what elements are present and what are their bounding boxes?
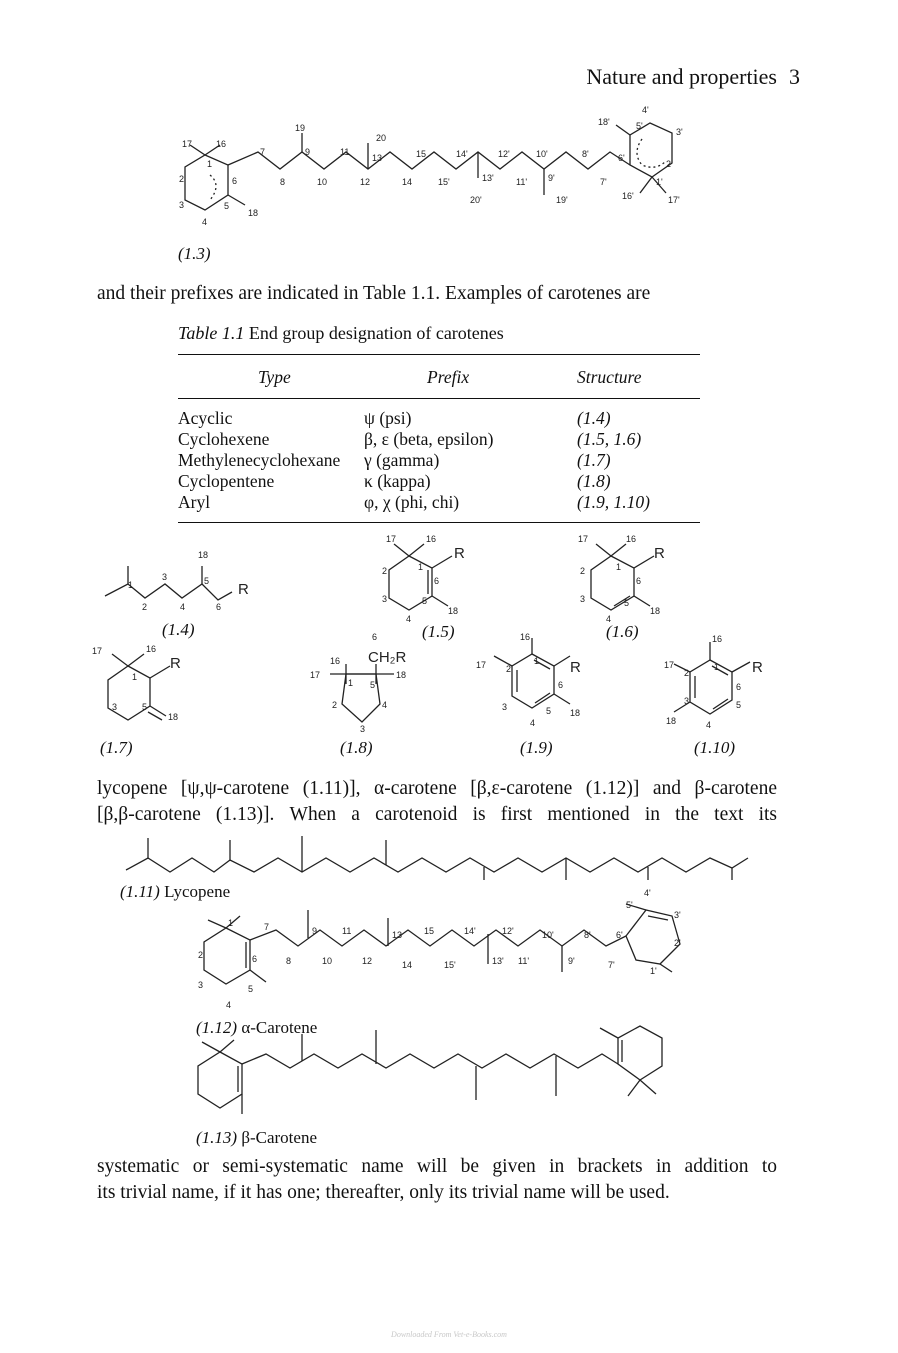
atom-label: 4 <box>202 217 208 227</box>
atom-label: 14' <box>456 149 468 159</box>
atom-label: 4 <box>382 700 388 710</box>
structure-1-6-diagram <box>566 534 686 624</box>
structure-1-7-diagram <box>90 644 200 734</box>
table-cell: Aryl <box>178 492 211 512</box>
table-column-structure <box>577 408 650 513</box>
atom-label: 6 <box>558 680 564 690</box>
paragraph-2-line-1: lycopene [ψ,ψ-carotene (1.11)], α-carotene [β,ε-carotene (1.12)] and β-carotene <box>97 778 777 799</box>
atom-label: 12' <box>502 926 514 936</box>
atom-label: 10' <box>536 149 548 159</box>
polyene-chain <box>242 1054 618 1068</box>
atom-label: 7' <box>608 960 615 970</box>
table-cell: Cyclopentene <box>178 471 275 491</box>
atom-label: 18 <box>168 712 179 722</box>
atom-label: 18 <box>396 670 407 680</box>
atom-label: 5 <box>142 702 148 712</box>
page-number: 3 <box>789 64 800 89</box>
epsilon-ring <box>626 910 680 964</box>
table-cell: (1.4) <box>577 408 611 428</box>
table-cell: φ, χ (phi, chi) <box>364 492 460 512</box>
atom-label: 2 <box>684 668 690 678</box>
atom-label: 8 <box>286 956 292 966</box>
r-label: R <box>570 659 581 676</box>
atom-label: 18 <box>248 208 259 218</box>
right-ring-dashed <box>637 139 666 167</box>
methyl-17 <box>394 544 409 556</box>
atom-label: 5' <box>626 900 633 910</box>
atom-label: 9 <box>312 926 318 936</box>
ch2r-label: CH₂R <box>368 649 407 666</box>
polyene-chain <box>250 930 626 946</box>
methyl-17 <box>190 145 205 155</box>
r-bond <box>150 666 170 678</box>
left-ring-dashed <box>210 175 216 200</box>
table-cell: Methylenecyclohexane <box>178 450 341 470</box>
paragraph-3-line-1: systematic or semi-systematic name will be given in brackets in addition to <box>97 1156 777 1177</box>
atom-label: 12 <box>362 956 373 966</box>
running-head-title: Nature and properties <box>586 64 777 89</box>
atom-label: 6 <box>636 576 642 586</box>
atom-label: 2 <box>179 174 185 184</box>
atom-label: 18' <box>598 117 610 127</box>
lycopene-label: (1.11) Lycopene <box>120 882 231 901</box>
atom-label: 2 <box>142 602 148 612</box>
atom-label: 5 <box>248 984 254 994</box>
r-bond <box>634 556 654 568</box>
atom-label: 2 <box>332 700 338 710</box>
atom-label: 4 <box>530 718 536 728</box>
atom-label: 4 <box>706 720 712 730</box>
atom-label: 17 <box>476 660 487 670</box>
atom-label: 16 <box>520 632 531 642</box>
atom-label: 17 <box>578 534 589 544</box>
atom-label: 10 <box>322 956 333 966</box>
atom-label: 17 <box>664 660 675 670</box>
atom-label: 1 <box>207 159 213 169</box>
double-bond <box>648 916 668 920</box>
structure-1-10-diagram <box>644 630 774 734</box>
atom-label: 1 <box>534 656 540 666</box>
r-label: R <box>752 659 763 676</box>
atom-label: 2 <box>506 664 512 674</box>
methyl-16 <box>409 544 424 556</box>
atom-label: 6 <box>252 954 258 964</box>
atom-label: 13' <box>492 956 504 966</box>
atom-label: 4 <box>606 614 612 624</box>
phi-ring <box>512 654 554 708</box>
methyl-18 <box>554 694 570 704</box>
atom-label: 1 <box>348 678 354 688</box>
atom-label: 17 <box>182 139 193 149</box>
download-watermark: Downloaded From Vet-e-Books.com <box>391 1330 507 1339</box>
atom-label: 2 <box>198 950 204 960</box>
methyl <box>640 1080 656 1094</box>
table-header-type: Type <box>258 367 291 387</box>
beta-ring <box>204 928 250 984</box>
structure-1-4-diagram <box>100 548 260 618</box>
atom-label: 17 <box>386 534 397 544</box>
table-cell: γ (gamma) <box>364 450 440 470</box>
table-column-prefix <box>364 408 493 513</box>
atom-label: 9' <box>568 956 575 966</box>
atom-label: 6 <box>232 176 238 186</box>
atom-label: 4' <box>642 105 649 115</box>
atom-label: 3 <box>198 980 204 990</box>
beta-ring-right <box>618 1026 662 1080</box>
atom-label: 11' <box>516 177 528 187</box>
methyl-16-prime <box>640 177 652 193</box>
atom-label: 17' <box>668 195 680 205</box>
atom-label: 13' <box>482 173 494 183</box>
atom-label: 18 <box>570 708 581 718</box>
atom-label: 15 <box>416 149 427 159</box>
structure-1-5-diagram <box>364 534 484 624</box>
atom-label: 1 <box>132 672 138 682</box>
atom-label: 2' <box>674 938 681 948</box>
atom-label: 1 <box>616 562 622 572</box>
atom-label: 6' <box>618 153 625 163</box>
atom-label: 6 <box>216 602 222 612</box>
atom-label: 7 <box>260 147 266 157</box>
table-cell: Acyclic <box>178 408 233 428</box>
atom-label: 8' <box>584 930 591 940</box>
atom-label: 18 <box>650 606 661 616</box>
table-bottom-rule <box>178 522 700 523</box>
atom-label: 12 <box>360 177 371 187</box>
beta-ring-left <box>198 1052 242 1108</box>
methyl-18-prime <box>616 125 630 135</box>
atom-label: 5 <box>422 596 428 606</box>
structure-1-6-label: (1.6) <box>606 622 639 641</box>
atom-label: 1 <box>714 662 720 672</box>
atom-label: 16 <box>712 634 723 644</box>
r-label: R <box>454 545 465 562</box>
methyl-17 <box>112 654 128 666</box>
paragraph-3-line-2: its trivial name, if it has one; thereafter, only its trivial name will be used. <box>97 1182 670 1203</box>
atom-label: 14 <box>402 960 413 970</box>
psi-chain <box>105 584 232 600</box>
table-cell: (1.9, 1.10) <box>577 492 650 512</box>
atom-label: 16 <box>330 656 341 666</box>
atom-label: 3 <box>684 696 690 706</box>
atom-label: 2 <box>580 566 586 576</box>
atom-label: 1' <box>650 966 657 976</box>
structure-1-10-label: (1.10) <box>694 738 736 757</box>
atom-label: 15 <box>424 926 435 936</box>
atom-label: 9' <box>548 173 555 183</box>
structure-1-4-label: (1.4) <box>162 620 195 639</box>
table-top-rule <box>178 354 700 355</box>
atom-label: 6 <box>372 632 378 642</box>
atom-label: 1 <box>128 580 134 590</box>
atom-label: 5 <box>224 201 230 211</box>
table-cell: (1.5, 1.6) <box>577 429 642 449</box>
atom-label: 11 <box>342 926 352 936</box>
atom-label: 7' <box>600 177 607 187</box>
atom-label: 3 <box>360 724 366 734</box>
atom-label: 5' <box>636 121 643 131</box>
atom-label: 16 <box>146 644 157 654</box>
structure-1-9-label: (1.9) <box>520 738 553 757</box>
methyl-16 <box>611 544 626 556</box>
methyl <box>250 970 266 982</box>
methyl <box>628 1080 640 1096</box>
atom-label: 3 <box>179 200 185 210</box>
atom-label: 18 <box>448 606 459 616</box>
r-bond <box>732 662 750 672</box>
atom-label: 5 <box>736 700 742 710</box>
structure-1-9-diagram <box>474 630 594 734</box>
atom-label: 5 <box>546 706 552 716</box>
atom-label: 5 <box>370 680 376 690</box>
table-cell: ψ (psi) <box>364 408 412 428</box>
methyl-18 <box>228 195 245 205</box>
atom-label: 17 <box>92 646 103 656</box>
atom-label: 8' <box>582 149 589 159</box>
atom-label: 3 <box>112 702 118 712</box>
atom-label: 1 <box>418 562 424 572</box>
atom-label: 18 <box>198 550 209 560</box>
table-header-structure: Structure <box>577 367 642 387</box>
paragraph-1: and their prefixes are indicated in Table 1.1. Examples of carotenes are <box>97 283 651 304</box>
atom-label: 5 <box>204 576 210 586</box>
atom-label: 4 <box>180 602 186 612</box>
structure-1-7-label: (1.7) <box>100 738 133 757</box>
chi-ring <box>690 660 732 714</box>
atom-label: 16' <box>622 191 634 201</box>
lycopene-diagram <box>118 832 758 880</box>
atom-label: 19' <box>556 195 568 205</box>
structure-1-3-label: (1.3) <box>178 244 211 263</box>
table-column-type <box>178 408 340 513</box>
atom-label: 3 <box>502 702 508 712</box>
atom-label: 3' <box>674 910 681 920</box>
atom-label: 10' <box>542 930 554 940</box>
structure-1-3-diagram <box>180 105 700 240</box>
atom-label: 6' <box>616 930 623 940</box>
atom-label: 4' <box>644 888 651 898</box>
atom-label: 16 <box>216 139 227 149</box>
atom-label: 7 <box>264 922 270 932</box>
atom-label: 3 <box>580 594 586 604</box>
methyl-16 <box>128 654 144 666</box>
methyl-18 <box>634 596 650 606</box>
methyl <box>220 1040 234 1052</box>
methyl-18 <box>432 596 448 606</box>
table-cell: Cyclohexene <box>178 429 270 449</box>
lycopene-chain <box>126 858 748 872</box>
r-label: R <box>170 655 181 672</box>
atom-label: 18 <box>666 716 677 726</box>
r-label: R <box>238 581 249 598</box>
methyl <box>208 920 226 928</box>
atom-label: 5 <box>624 598 630 608</box>
r-bond <box>432 556 452 568</box>
alpha-carotene-diagram <box>196 888 696 1010</box>
atom-label: 1 <box>228 918 234 928</box>
table-cell: κ (kappa) <box>364 471 431 491</box>
structure-1-8-diagram <box>306 634 426 734</box>
atom-label: 2' <box>666 159 673 169</box>
atom-label: 19 <box>295 123 306 133</box>
atom-label: 14' <box>464 926 476 936</box>
paragraph-2-line-2: [β,β-carotene (1.13)]. When a carotenoid is first mentioned in the text its <box>97 804 777 825</box>
atom-label: 3 <box>162 572 168 582</box>
beta-carotene-diagram <box>194 1024 674 1124</box>
atom-label: 10 <box>317 177 328 187</box>
table-cell: (1.7) <box>577 450 611 470</box>
atom-label: 9 <box>305 147 311 157</box>
table-header-prefix: Prefix <box>427 367 470 387</box>
atom-label: 8 <box>280 177 286 187</box>
r-label: R <box>654 545 665 562</box>
atom-label: 4 <box>406 614 412 624</box>
atom-label: 13 <box>392 930 403 940</box>
atom-label: 15' <box>438 177 450 187</box>
table-cell: β, ε (beta, epsilon) <box>364 429 494 449</box>
atom-label: 12' <box>498 149 510 159</box>
running-head <box>586 64 800 90</box>
methylene-double <box>148 712 162 720</box>
table-cell: (1.8) <box>577 471 611 491</box>
atom-label: 16 <box>626 534 637 544</box>
atom-label: 14 <box>402 177 413 187</box>
methyl <box>600 1028 618 1038</box>
atom-label: 6 <box>434 576 440 586</box>
atom-label: 4 <box>226 1000 232 1010</box>
atom-label: 11 <box>340 147 350 157</box>
atom-label: 3' <box>676 127 683 137</box>
atom-label: 15' <box>444 960 456 970</box>
structure-1-8-label: (1.8) <box>340 738 373 757</box>
atom-label: 13 <box>372 153 383 163</box>
atom-label: 3 <box>382 594 388 604</box>
polyene-chain <box>228 152 630 169</box>
table-caption: Table 1.1 End group designation of carotenes <box>178 323 504 343</box>
methyl-17 <box>596 544 611 556</box>
table-header-rule <box>178 398 700 399</box>
atom-label: 6 <box>736 682 742 692</box>
beta-carotene-label: (1.13) β-Carotene <box>196 1128 317 1147</box>
r-bond <box>554 656 570 666</box>
atom-label: 17 <box>310 670 321 680</box>
atom-label: 20 <box>376 133 387 143</box>
alpha-carotene-label: (1.12) α-Carotene <box>196 1018 318 1037</box>
atom-label: 20' <box>470 195 482 205</box>
methyl <box>202 1042 220 1052</box>
atom-label: 11' <box>518 956 530 966</box>
structure-1-5-label: (1.5) <box>422 622 455 641</box>
atom-label: 16 <box>426 534 437 544</box>
methyl <box>660 964 672 972</box>
atom-label: 2 <box>382 566 388 576</box>
atom-label: 1' <box>656 177 663 187</box>
